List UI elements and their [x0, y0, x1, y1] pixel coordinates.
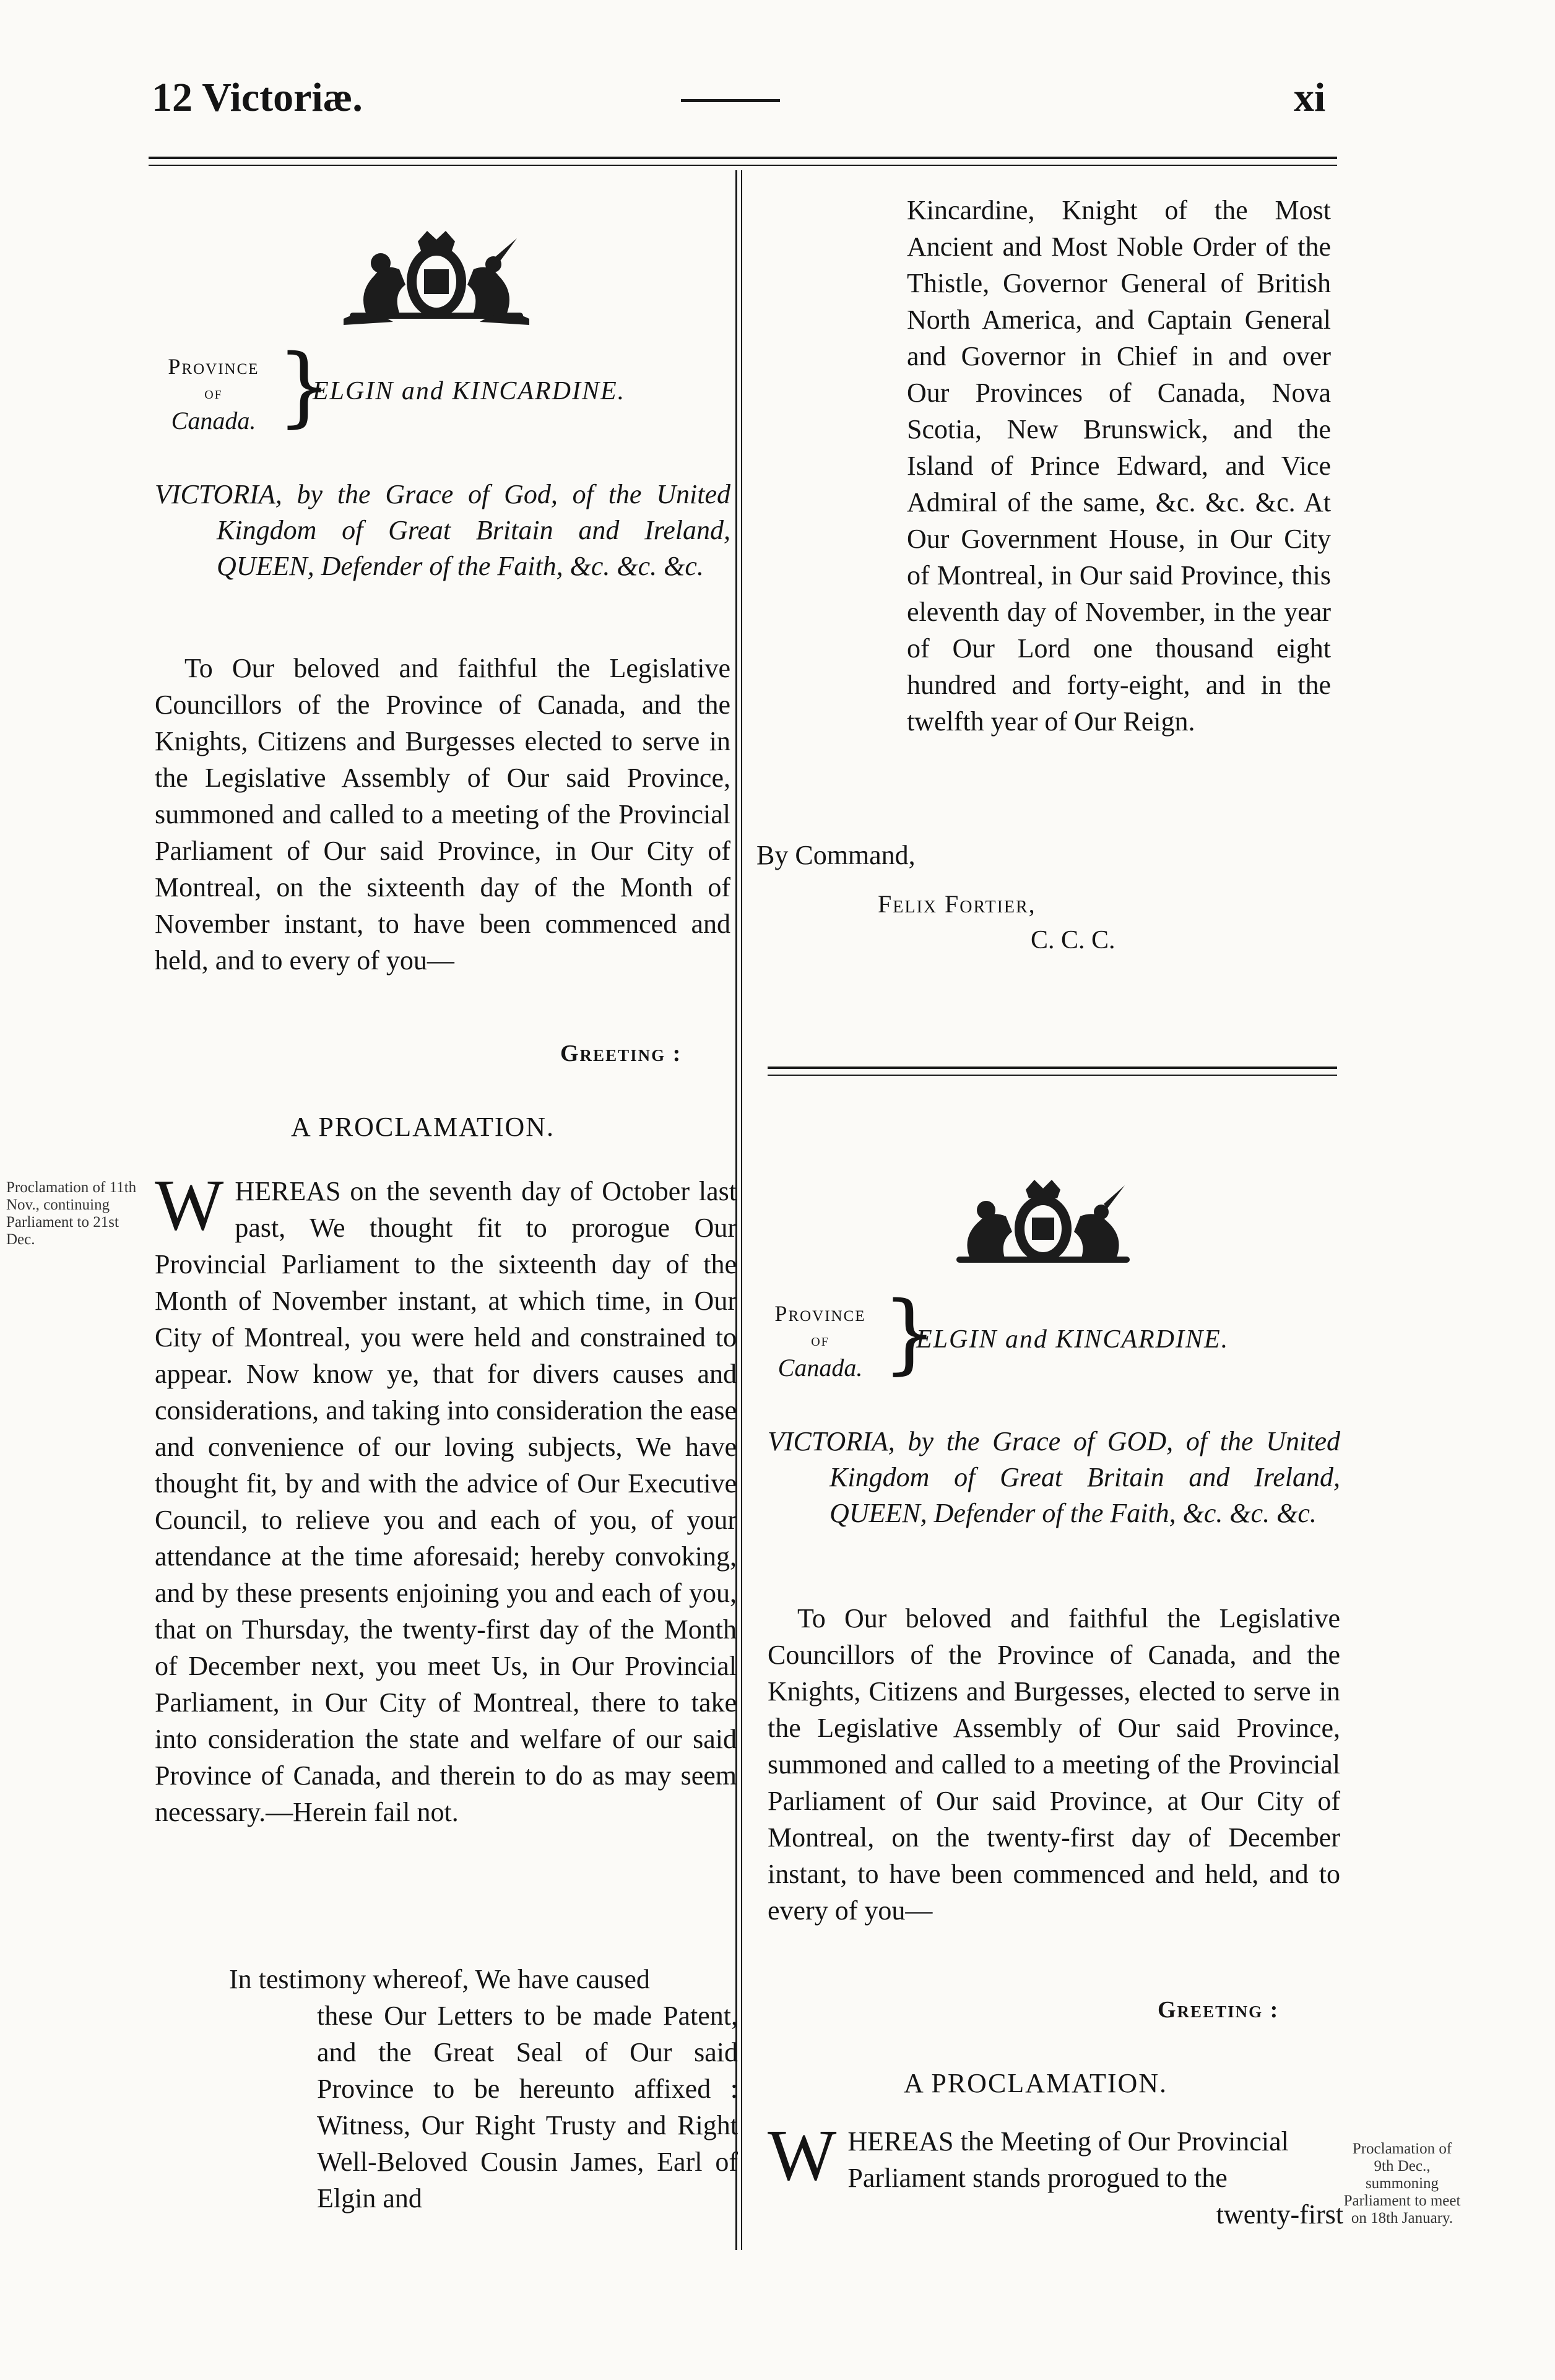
royal-coat-of-arms-icon — [331, 226, 542, 325]
greeting: Greeting : — [1158, 1997, 1280, 2023]
proclamation-title: A PROCLAMATION. — [291, 1112, 555, 1142]
signer-name: Felix Fortier, — [878, 890, 1036, 918]
proclamation-title: A PROCLAMATION. — [904, 2068, 1168, 2098]
testimony-clause: these Our Letters to be made Patent, and the Great Seal of Our said Province to be hereunto affixed : Witness, Our Right Trusty and Right Well-Beloved Cousin James, Earl of Elgin and — [317, 2001, 738, 2213]
header-dash — [681, 99, 780, 102]
drop-cap: W — [768, 2114, 837, 2196]
margin-note: Proclamation of 11th Nov., continuing Parliament to 21st Dec. — [6, 1179, 137, 1248]
victoria-title: VICTORIA, by the Grace of GOD, of the United Kingdom of Great Britain and Ireland, QUEEN, Defender of the Faith, &c. &c. &c. — [768, 1426, 1340, 1528]
province-label: Province of Canada. — [774, 1301, 866, 1382]
margin-note: Proclamation of 9th Dec., summoning Parliament to meet on 18th January. — [1343, 2140, 1461, 2226]
by-command: By Command, — [756, 840, 916, 870]
page-number: xi — [1294, 75, 1326, 120]
signer-title: C. C. C. — [1031, 926, 1115, 954]
proclamation-body: WHEREAS on the seventh day of October last past, We thought fit to prorogue Our Provincial Parliament to the sixteenth day of the Month of November instant, at which time, in Our City of Montreal, you were held and constrained to appear. Now know ye, that for divers causes and considerations, and taking into consideration the ease and convenience of our loving subjects, We have thought fit, by and with the advice of Our Executive Council, to relieve you and each of you, of your attendance at the time aforesaid; hereby convoking, and by these presents enjoining you and each of you, that on Thursday, the twenty-first day of the Month of December next, you meet Us, in Our Provincial Parliament, in Our City of Montreal, there to take into consideration the state and welfare of our said Province of Canada, and therein to do as may seem necessary.—Herein fail not. — [155, 1164, 737, 1827]
address-paragraph: To Our beloved and faithful the Legislative Councillors of the Province of Canada, and the Knights, Citizens and Burgesses, elected to serve in the Legislative Assembly of Our said Province, summoned and called to a meeting of the Provincial Parliament of Our said Province, at Our City of Montreal, on the twenty-first day of December instant, to have been commenced and held, and to every of you— — [768, 1603, 1340, 1926]
province-label: Province of Canada. — [168, 354, 259, 435]
brace: } — [882, 1283, 938, 1384]
proclamation-body: W HEREAS the Meeting of Our Provincial Parliament stands prorogued to the twenty-first — [768, 2114, 1343, 2230]
greeting: Greeting : — [560, 1041, 682, 1067]
section-rule-thin — [768, 1075, 1337, 1076]
brace: } — [277, 336, 332, 437]
continuation-paragraph: Kincardine, Knight of the Most Ancient and Most Noble Order of the Thistle, Governor General of British North America, and Captain General and Governor in Chief in and over Our Provinces of Canada, Nova Scotia, New Brunswick, and the Island of Prince Edward, and Vice Admiral of the same, &c. &c. &c. At Our Government House, in Our City of Montreal, in Our said Province, this eleventh day of November, in the year of Our Lord one thousand eight hundred and forty-eight, and in the twelfth year of Our Reign. — [907, 195, 1331, 737]
victoria-title: VICTORIA, by the Grace of God, of the United Kingdom of Great Britain and Ireland, QUEEN, Defender of the Faith, &c. &c. &c. — [155, 479, 730, 581]
drop-cap: W — [155, 1164, 224, 1245]
royal-coat-of-arms-icon — [938, 1176, 1148, 1269]
top-rule-thin — [149, 165, 1337, 166]
governor-name: ELGIN and KINCARDINE. — [313, 377, 626, 405]
column-divider-2 — [741, 170, 742, 2250]
running-head-title: 12 Victoriæ. — [152, 75, 363, 120]
governor-name: ELGIN and KINCARDINE. — [916, 1325, 1229, 1354]
address-paragraph: To Our beloved and faithful the Legislative Councillors of the Province of Canada, and the Knights, Citizens and Burgesses elected to serve in the Legislative Assembly of Our said Province, summoned and called to a meeting of the Provincial Parliament of Our said Province, in Our City of Montreal, on the sixteenth day of the Month of November instant, to have been commenced and held, and to every of you— — [155, 653, 730, 976]
testimony-first-line: In testimony whereof, We have caused — [229, 1964, 650, 1994]
top-rule — [149, 157, 1337, 159]
section-rule — [768, 1067, 1337, 1069]
